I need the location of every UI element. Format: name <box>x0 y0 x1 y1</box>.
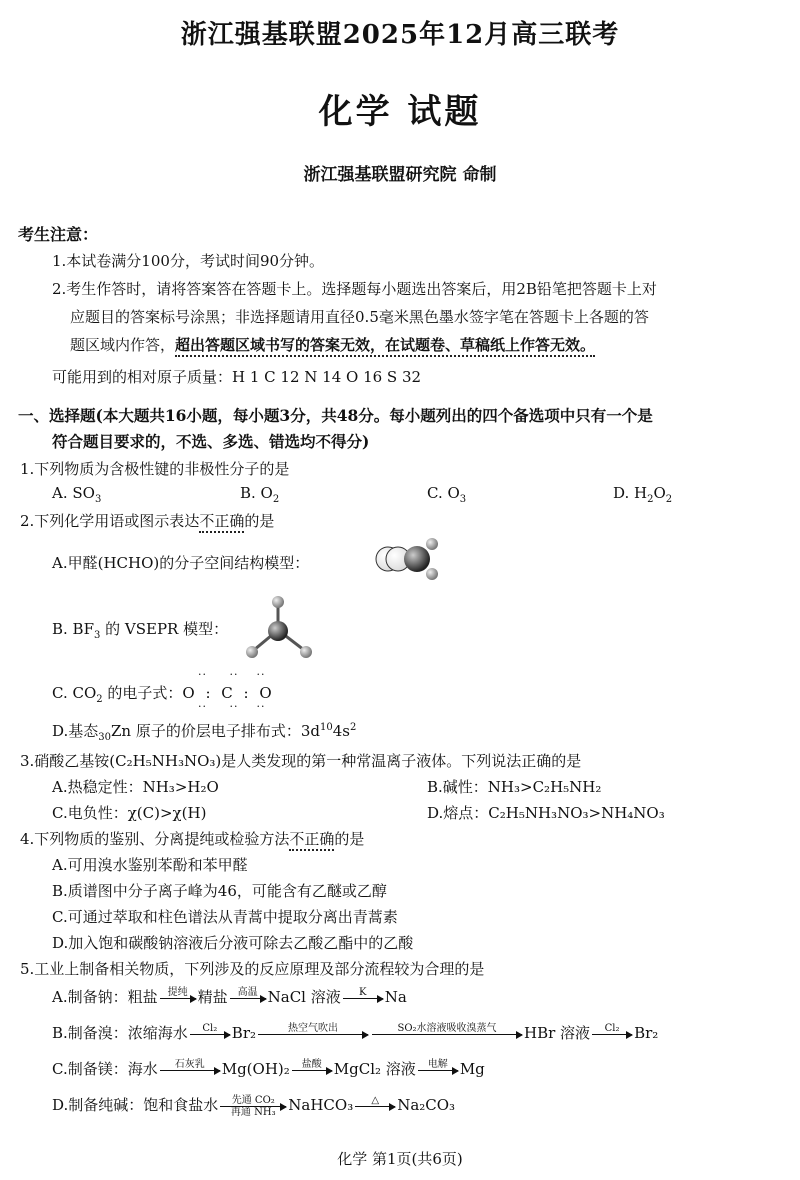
notice-heading: 考生注意： <box>18 225 99 244</box>
q2-stem: 2.下列化学用语或图示表达不正确的是 <box>20 510 274 531</box>
notice-item-2-line3-text: 题区域内作答， <box>70 336 176 354</box>
q5-option-c: C.制备镁：海水 石灰乳 Mg(OH)₂ 盐酸 MgCl₂ 溶液 电解 Mg <box>52 1058 485 1078</box>
formaldehyde-model-image <box>370 534 446 584</box>
q5-option-b: B.制备溴：浓缩海水 Cl₂ Br₂ 热空气吹出 SO₂水溶液吸收溴蒸气 HBr 溶液 Cl₂ Br₂ <box>52 1022 659 1042</box>
page-footer: 化学 第1页(共6页) <box>337 1150 463 1168</box>
q3-option-a: A.热稳定性：NH₃>H₂O <box>52 778 219 796</box>
bf3-vsepr-model-image <box>240 594 320 668</box>
q2-option-c: C. $CO_2$ 的电子式：O : C : O <box>52 684 275 705</box>
q4-option-a: A.可用溴水鉴别苯酚和苯甲醛 <box>52 856 248 874</box>
section-heading-line2: 符合题目要求的，不选、多选、错选均不得分) <box>52 432 370 451</box>
exam-title: 浙江强基联盟2025年12月高三联考 <box>180 20 620 50</box>
q1-option-c: C. $O_3$ <box>427 484 467 505</box>
q1-stem: 1.下列物质为含极性键的非极性分子的是 <box>20 460 290 478</box>
q3-stem: 3.硝酸乙基铵(C₂H₅NH₃NO₃)是人类发现的第一种常温离子液体。下列说法正确的是 <box>20 752 582 770</box>
q4-option-b: B.质谱图中分子离子峰为46，可能含有乙醚或乙醇 <box>52 882 387 900</box>
electron-dots-bottom: ·· ·· ·· <box>198 700 266 713</box>
q4-emphasis: 不正确 <box>289 830 334 851</box>
q3-option-b: B.碱性：NH₃>C₂H₅NH₂ <box>427 778 602 796</box>
q2-option-a: A.甲醛(HCHO)的分子空间结构模型： <box>52 554 310 572</box>
q2-emphasis: 不正确 <box>199 512 244 533</box>
electron-dots-top: ·· ·· ·· <box>198 668 266 681</box>
q5-stem: 5.工业上制备相关物质，下列涉及的反应原理及部分流程较为合理的是 <box>20 960 485 978</box>
notice-item-2-line2: 应题目的答案标号涂黑；非选择题请用直径0.5毫米黑色墨水签字笔在答题卡上各题的答 <box>70 308 649 326</box>
q1-option-b: B. $O_2$ <box>240 484 280 505</box>
notice-warning: 超出答题区域书写的答案无效，在试题卷、草稿纸上作答无效。 <box>175 336 595 357</box>
organizer: 浙江强基联盟研究院 命制 <box>303 165 497 185</box>
q5-option-a: A.制备钠：粗盐 提纯 精盐 高温 NaCl 溶液 K Na <box>52 986 407 1006</box>
notice-item-2-line3 <box>70 334 595 355</box>
q2-option-d: D.基态$_{30}$Zn 原子的价层电子排布式：$3d^{10}4s^2$ <box>52 722 357 743</box>
atomic-mass-line: 可能用到的相对原子质量：H 1 C 12 N 14 O 16 S 32 <box>52 368 422 386</box>
subject-title: 化学 试题 <box>318 92 482 132</box>
co2-electron-formula: O : C : O <box>182 684 275 702</box>
q4-option-d: D.加入饱和碳酸钠溶液后分液可除去乙酸乙酯中的乙酸 <box>52 934 414 952</box>
q1-option-d: D. $H_2O_2$ <box>613 484 673 505</box>
notice-item-2-line1: 2.考生作答时，请将答案答在答题卡上。选择题每小题选出答案后，用2B铅笔把答题卡上对 <box>52 280 657 298</box>
q2-option-b: B. $BF_3$ 的 VSEPR 模型： <box>52 620 229 641</box>
notice-item-1: 1.本试卷满分100分，考试时间90分钟。 <box>52 252 325 270</box>
q4-option-c: C.可通过萃取和柱色谱法从青蒿中提取分离出青蒿素 <box>52 908 398 926</box>
q1-option-a: A. $SO_3$ <box>52 484 102 505</box>
q4-stem: 4.下列物质的鉴别、分离提纯或检验方法不正确的是 <box>20 828 364 849</box>
section-heading-line1: 一、选择题(本大题共16小题，每小题3分，共48分。每小题列出的四个备选项中只有一个是 <box>18 406 653 425</box>
q3-option-d: D.熔点：C₂H₅NH₃NO₃>NH₄NO₃ <box>427 804 665 822</box>
q3-option-c: C.电负性：χ(C)>χ(H) <box>52 804 207 822</box>
q5-option-d: D.制备纯碱：饱和食盐水 先通 CO₂ 再通 NH₃ NaHCO₃ △ Na₂CO₃ <box>52 1094 456 1118</box>
